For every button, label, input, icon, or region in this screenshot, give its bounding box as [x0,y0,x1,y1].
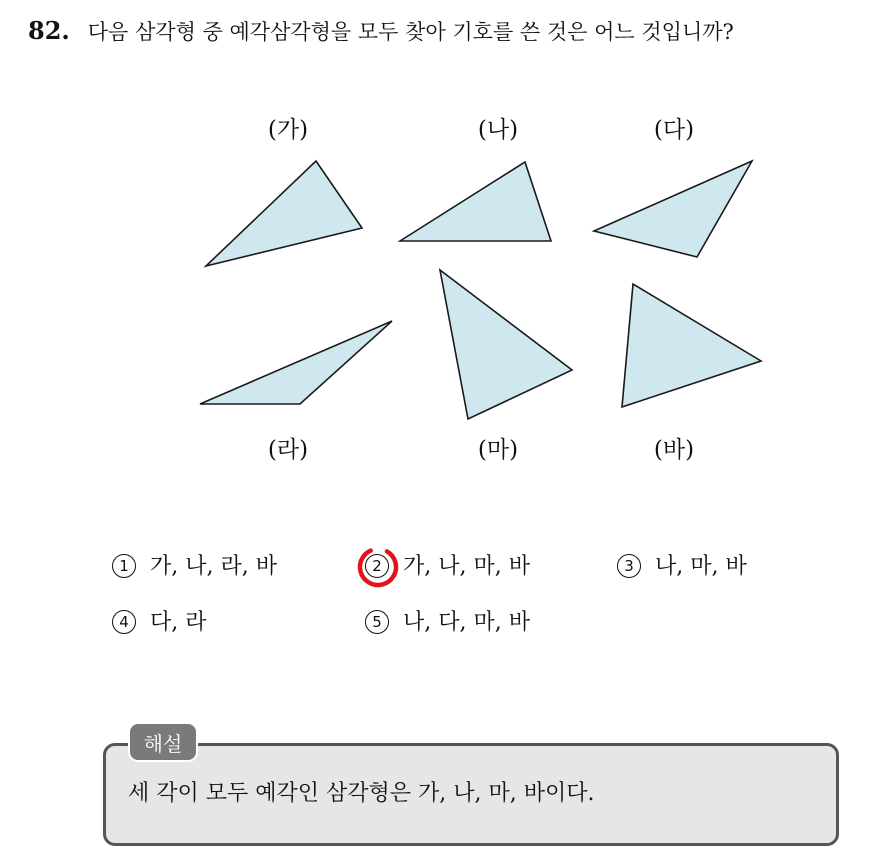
choice-1[interactable] [112,552,277,582]
choice-text-3: 나, 마, 바 [655,554,747,579]
explanation-text: 세 각이 모두 예각인 삼각형은 가, 나, 마, 바이다. [128,781,595,806]
choice-4[interactable] [112,608,207,638]
choice-text-5: 나, 다, 마, 바 [403,610,530,635]
choice-number-5: 5 [365,610,389,634]
answer-mark-icon [356,545,400,589]
triangle-label-da: (다) [653,117,695,143]
triangle-ra [200,321,392,404]
triangle-label-ma: (마) [477,437,519,463]
choice-number-2 [365,554,389,578]
choice-2[interactable] [365,552,530,582]
choice-5[interactable] [365,608,530,638]
triangle-label-na: (나) [477,117,519,143]
triangle-da [594,161,752,257]
triangle-label-ga: (가) [267,117,309,143]
question-number: 82. [28,16,70,45]
choice-number-3: 3 [617,554,641,578]
choice-number-2-digit: 2 [372,557,382,575]
triangle-label-ba: (바) [653,437,695,463]
question-text: 다음 삼각형 중 예각삼각형을 모두 찾아 기호를 쓴 것은 어느 것입니까? [87,20,734,44]
choice-number-1: 1 [112,554,136,578]
choice-text-2: 가, 나, 마, 바 [403,554,530,579]
choice-text-4: 다, 라 [150,610,207,635]
triangle-ba [622,284,761,407]
triangle-na [400,162,551,241]
triangle-ga [206,161,362,266]
triangle-ma [440,270,572,419]
explanation-tag: 해설 [128,722,198,762]
triangle-label-ra: (라) [267,437,309,463]
choice-number-4: 4 [112,610,136,634]
choice-text-1: 가, 나, 라, 바 [150,554,277,579]
choice-3[interactable] [617,552,747,582]
